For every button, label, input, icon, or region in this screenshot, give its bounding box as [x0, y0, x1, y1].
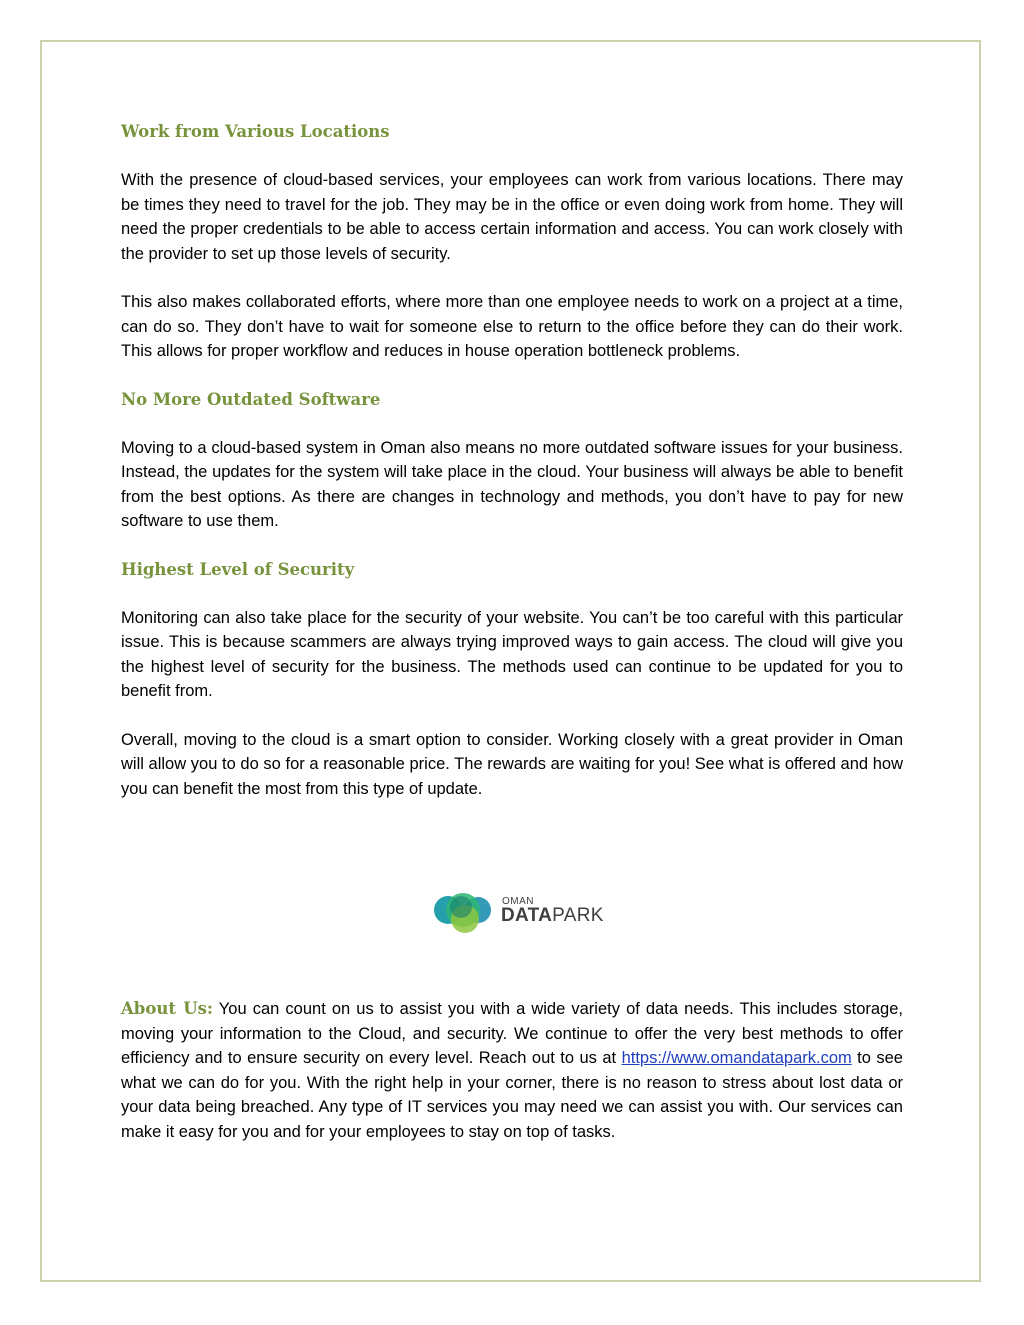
section-heading-work-locations: Work from Various Locations: [121, 122, 390, 141]
about-text-1: You can count on us to assist you with a wide variety of data needs. This includes storage, moving your information to the Cloud, and security. We continue to offer the very best methods to offer efficiency and to ensure security on every level. Reach out to us at: [121, 1000, 903, 1067]
about-us-paragraph: [121, 997, 903, 1144]
omandatapark-logo: [432, 888, 602, 938]
logo-circles-icon: [432, 888, 500, 938]
about-us-label: About Us:: [121, 999, 213, 1018]
paragraph: This also makes collaborated efforts, where more than one employee needs to work on a project at a time, can do so. They don’t have to wait for someone else to return to the office before they can do their work. This allows for proper workflow and reduces in house operation bottleneck problems.: [121, 293, 903, 360]
document-body: [121, 118, 903, 801]
about-text-2: to see what we can do for you. With the right help in your corner, there is no reason to stress about lost data or your data being breached. Any type of IT services you may need we can assist you with. Our services can make it easy for you and for your employees to stay on top of tasks.: [121, 1049, 903, 1141]
paragraph: Monitoring can also take place for the security of your website. You can’t be too careful with this particular issue. This is because scammers are always trying improved ways to gain access. The cloud will give you the highest level of security for the business. The methods used can continue to be updated for you to benefit from.: [121, 608, 903, 700]
website-link[interactable]: https://www.omandatapark.com: [621, 1049, 852, 1067]
logo-line1: OMAN: [502, 896, 534, 907]
paragraph: With the presence of cloud-based services, your employees can work from various locations. There may be times they need to travel for the job. They may be in the office or even doing work from home. They will need the proper credentials to be able to access certain information and access. You can work closely with the provider to set up those levels of security.: [121, 171, 903, 263]
section-heading-security: Highest Level of Security: [121, 559, 355, 579]
logo-line2: DATAPARK: [501, 905, 604, 926]
paragraph: Moving to a cloud-based system in Oman also means no more outdated software issues for your business. Instead, the updates for the system will take place in the cloud. Your business will always be able to benefit from the best options. As there are changes in technology and methods, you don’t have to pay for new software to use them.: [121, 438, 903, 530]
section-heading-outdated-software: No More Outdated Software: [121, 389, 381, 409]
paragraph: Overall, moving to the cloud is a smart option to consider. Working closely with a great provider in Oman will allow you to do so for a reasonable price. The rewards are waiting for you! See what is offered and how you can benefit the most from this type of update.: [121, 730, 903, 798]
